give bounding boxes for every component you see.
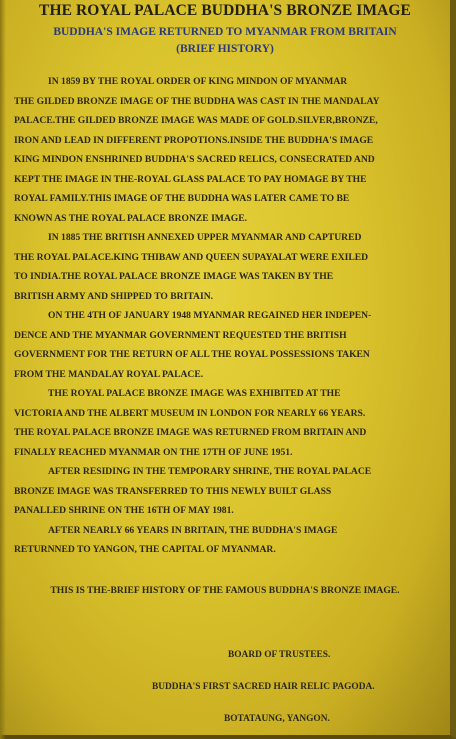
- history-text: [14, 72, 446, 560]
- paragraph-2-line-4: BRITISH ARMY AND SHIPPED TO BRITAIN.: [14, 290, 214, 302]
- signature-pagoda-name: BUDDHA'S FIRST SACRED HAIR RELIC PAGODA.: [152, 682, 375, 692]
- paragraph-2-line-2: THE ROYAL PALACE.KING THIBAW AND QUEEN SUPAYALAT WERE EXILED: [14, 251, 369, 263]
- sign-title: THE ROYAL PALACE BUDDHA'S BRONZE IMAGE: [39, 2, 411, 19]
- paragraph-6-line-1: AFTER NEARLY 66 YEARS IN BRITAIN, THE BUDDHA'S IMAGE: [48, 524, 338, 536]
- paragraph-1-line-6: KEPT THE IMAGE IN THE-ROYAL GLASS PALACE TO PAY HOMAGE BY THE: [14, 173, 367, 185]
- sign-subtitle: BUDDHA'S IMAGE RETURNED TO MYANMAR FROM BRITAIN: [53, 26, 397, 38]
- signature-board-of-trustees: BOARD OF TRUSTEES.: [228, 650, 331, 660]
- paragraph-4-line-2: VICTORIA AND THE ALBERT MUSEUM IN LONDON FOR NEARLY 66 YEARS.: [14, 407, 366, 419]
- paragraph-1-line-3: PALACE.THE GILDED BRONZE IMAGE WAS MADE OF GOLD.SILVER,BRONZE,: [14, 115, 378, 126]
- paragraph-1-line-4: IRON AND LEAD IN DIFFERENT PROPOTIONS.INSIDE THE BUDDHA'S IMAGE: [14, 134, 374, 146]
- paragraph-5-line-1: AFTER RESIDING IN THE TEMPORARY SHRINE, THE ROYAL PALACE: [48, 466, 372, 477]
- paragraph-4-line-4: FINALLY REACHED MYANMAR ON THE 17TH OF JUNE 1951.: [14, 446, 293, 458]
- signature-location: BOTATAUNG, YANGON.: [224, 714, 330, 724]
- closing-statement: THIS IS THE-BRIEF HISTORY OF THE FAMOUS BUDDHA'S BRONZE IMAGE.: [50, 585, 400, 596]
- paragraph-3-line-2: DENCE AND THE MYANMAR GOVERNMENT REQUESTED THE BRITISH: [14, 329, 347, 341]
- paragraph-1-line-5: KING MINDON ENSHRINED BUDDHA'S SACRED RELICS, CONSECRATED AND: [14, 154, 375, 165]
- paragraph-3-line-4: FROM THE MANDALAY ROYAL PALACE.: [14, 368, 204, 380]
- paragraph-2-line-3: TO INDIA.THE ROYAL PALACE BRONZE IMAGE WAS TAKEN BY THE: [14, 271, 334, 282]
- paragraph-1-line-2: THE GILDED BRONZE IMAGE OF THE BUDDHA WAS CAST IN THE MANDALAY: [14, 95, 380, 107]
- paragraph-1-line-7: ROYAL FAMILY.THIS IMAGE OF THE BUDDHA WAS LATER CAME TO BE: [14, 193, 350, 204]
- paragraph-5-line-3: PANALLED SHRINE ON THE 16TH OF MAY 1981.: [14, 505, 234, 516]
- paragraph-4-line-3: THE ROYAL PALACE BRONZE IMAGE WAS RETURNED FROM BRITAIN AND: [14, 427, 367, 438]
- paragraph-3-line-3: GOVERNMENT FOR THE RETURN OF ALL THE ROYAL POSSESSIONS TAKEN: [14, 349, 370, 360]
- paragraph-6-line-2: RETURNNED TO YANGON, THE CAPITAL OF MYANMAR.: [14, 544, 276, 555]
- paragraph-1-line-1: IN 1859 BY THE ROYAL ORDER OF KING MINDON OF MYANMAR: [48, 76, 348, 87]
- paragraph-3-line-1: ON THE 4TH OF JANUARY 1948 MYANMAR REGAINED HER INDEPEN-: [48, 310, 372, 321]
- sign-subtitle-brief-history: (BRIEF HISTORY): [176, 43, 274, 55]
- paragraph-2-line-1: IN 1885 THE BRITISH ANNEXED UPPER MYANMAR AND CAPTURED: [48, 232, 362, 243]
- paragraph-1-line-8: KNOWN AS THE ROYAL PALACE BRONZE IMAGE.: [14, 212, 248, 224]
- paragraph-5-line-2: BRONZE IMAGE WAS TRANSFERRED TO THIS NEWLY BUILT GLASS: [14, 485, 332, 497]
- paragraph-4-line-1: THE ROYAL PALACE BRONZE IMAGE WAS EXHIBITED AT THE: [48, 388, 341, 399]
- board-edge-shadow: [0, 0, 6, 739]
